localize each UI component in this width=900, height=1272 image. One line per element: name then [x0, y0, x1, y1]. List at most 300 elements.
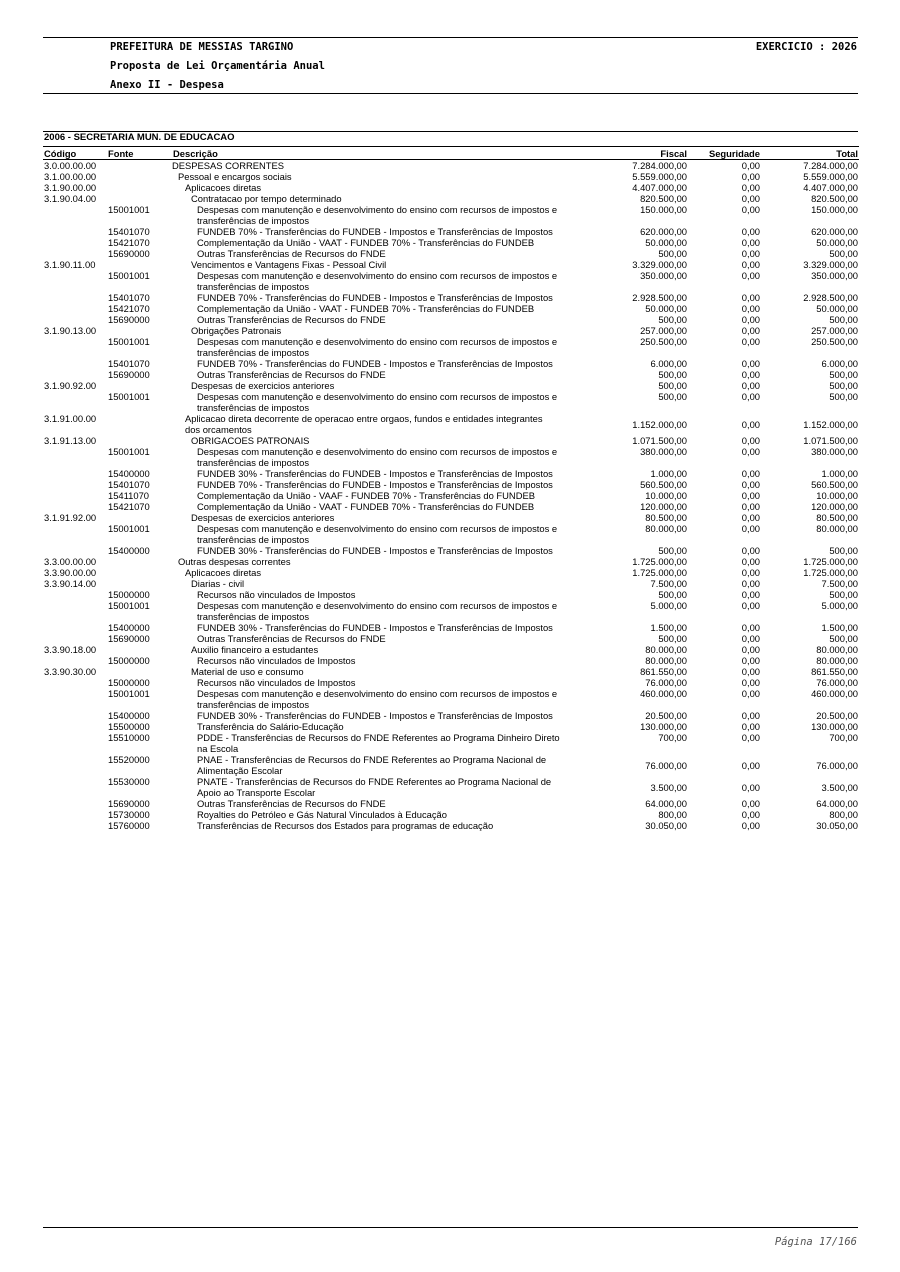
row-source [107, 259, 172, 270]
table-row [43, 567, 859, 578]
row-fiscal-value: 30.050,00 [645, 820, 687, 831]
row-fiscal-value: 500,00 [658, 633, 687, 644]
table-row [43, 358, 859, 369]
row-social-value: 0,00 [741, 556, 760, 567]
row-social-value: 0,00 [741, 248, 760, 259]
row-social-value: 0,00 [741, 369, 760, 380]
row-source: 15530000 [108, 776, 150, 787]
row-source: 15001001 [108, 204, 150, 215]
row-description: Despesas com manutenção e desenvolvimento do ensino com recursos de impostos e transferências de impostos [197, 446, 558, 468]
row-fiscal-value: 1.071.500,00 [632, 435, 687, 446]
row-fiscal-value: 80.000,00 [645, 644, 687, 655]
row-social-value: 0,00 [741, 435, 760, 446]
row-social-value: 0,00 [741, 237, 760, 248]
row-social-value: 0,00 [741, 160, 760, 171]
row-fiscal-value: 250.500,00 [640, 336, 687, 347]
row-total-value: 1.725.000,00 [803, 556, 858, 567]
row-source: 15730000 [108, 809, 150, 820]
row-total-value: 700,00 [829, 732, 858, 743]
table-row [43, 193, 859, 204]
row-social-value: 0,00 [741, 666, 760, 677]
row-source: 15421070 [108, 237, 150, 248]
row-fiscal-value: 500,00 [658, 391, 687, 402]
row-source: 15401070 [108, 292, 150, 303]
row-description: Aplicacao direta decorrente de operacao entre orgaos, fundos e entidades integrantes dos orcamentos [185, 413, 543, 435]
table-row [43, 655, 859, 666]
table-row [43, 754, 859, 776]
row-total-value: 50.000,00 [816, 237, 858, 248]
row-total-value: 5.000,00 [821, 600, 858, 611]
row-total-value: 500,00 [829, 314, 858, 325]
row-description: Outras Transferências de Recursos do FNDE [197, 248, 386, 259]
row-social-value: 0,00 [741, 270, 760, 281]
row-fiscal-value: 500,00 [658, 314, 687, 325]
row-social-value: 0,00 [741, 336, 760, 347]
row-total-value: 861.550,00 [811, 666, 858, 677]
row-source: 15421070 [108, 303, 150, 314]
footer-rule [43, 1227, 858, 1228]
table-row [43, 798, 859, 809]
row-total-value: 7.284.000,00 [803, 160, 858, 171]
row-fiscal-value: 1.152.000,00 [632, 418, 687, 430]
col-source-header: Fonte [107, 147, 172, 160]
row-description: Outras despesas correntes [178, 556, 291, 567]
row-social-value: 0,00 [741, 809, 760, 820]
row-fiscal-value: 800,00 [658, 809, 687, 820]
row-social-value: 0,00 [741, 600, 760, 611]
row-total-value: 500,00 [829, 545, 858, 556]
row-total-value: 500,00 [829, 380, 858, 391]
row-code: 3.1.90.13.00 [44, 325, 97, 336]
row-total-value: 80.500,00 [816, 512, 858, 523]
row-code [43, 688, 107, 710]
col-social-header: Seguridade [688, 147, 761, 160]
row-total-value: 76.000,00 [816, 759, 858, 771]
row-code: 3.3.90.30.00 [44, 666, 97, 677]
row-fiscal-value: 3.500,00 [650, 781, 687, 793]
row-fiscal-value: 7.284.000,00 [632, 160, 687, 171]
row-description: Despesas de exercicios anteriores [191, 512, 335, 523]
row-code [43, 633, 107, 644]
row-social-value: 0,00 [741, 204, 760, 215]
row-social-value: 0,00 [741, 226, 760, 237]
row-total-value: 500,00 [829, 369, 858, 380]
row-source: 15400000 [108, 622, 150, 633]
page-number: Página 17/166 [774, 1236, 857, 1248]
row-fiscal-value: 500,00 [658, 248, 687, 259]
row-source: 15400000 [108, 710, 150, 721]
row-description: Despesas com manutenção e desenvolvimento do ensino com recursos de impostos e transferências de impostos [197, 523, 558, 545]
row-fiscal-value: 460.000,00 [640, 688, 687, 699]
row-code: 3.1.91.00.00 [44, 413, 97, 424]
row-social-value: 0,00 [741, 589, 760, 600]
row-source: 15000000 [108, 589, 150, 600]
row-fiscal-value: 500,00 [658, 545, 687, 556]
row-source: 15760000 [108, 820, 150, 831]
row-source: 15690000 [108, 314, 150, 325]
row-fiscal-value: 150.000,00 [640, 204, 687, 215]
row-description: Contratacao por tempo determinado [191, 193, 342, 204]
table-row [43, 226, 859, 237]
row-code [43, 655, 107, 666]
row-source: 15401070 [108, 358, 150, 369]
row-fiscal-value: 80.500,00 [645, 512, 687, 523]
row-code [43, 204, 107, 226]
row-code [43, 523, 107, 545]
row-total-value: 1.000,00 [821, 468, 858, 479]
row-social-value: 0,00 [741, 781, 760, 793]
row-social-value: 0,00 [741, 358, 760, 369]
row-source: 15000000 [108, 677, 150, 688]
row-code: 3.1.90.11.00 [44, 259, 96, 270]
table-row [43, 160, 859, 172]
row-code [43, 501, 107, 512]
row-code [43, 468, 107, 479]
row-description: Royalties do Petróleo e Gás Natural Vinculados à Educação [197, 809, 447, 820]
row-fiscal-value: 10.000,00 [645, 490, 687, 501]
row-fiscal-value: 5.559.000,00 [632, 171, 687, 182]
row-total-value: 6.000,00 [821, 358, 858, 369]
row-social-value: 0,00 [741, 171, 760, 182]
row-code [43, 292, 107, 303]
row-code: 3.0.00.00.00 [44, 160, 97, 171]
table-row [43, 380, 859, 391]
row-fiscal-value: 3.329.000,00 [632, 259, 687, 270]
table-row [43, 369, 859, 380]
table-row [43, 479, 859, 490]
row-source [107, 413, 172, 435]
row-total-value: 4.407.000,00 [803, 182, 858, 193]
annex-title: Anexo II - Despesa [110, 79, 224, 91]
row-source [107, 556, 172, 567]
table-row [43, 204, 859, 226]
row-description: FUNDEB 30% - Transferências do FUNDEB - Impostos e Transferências de Impostos [197, 710, 553, 721]
row-source [107, 512, 172, 523]
row-source [107, 182, 172, 193]
row-fiscal-value: 500,00 [658, 589, 687, 600]
row-social-value: 0,00 [741, 501, 760, 512]
row-code [43, 776, 107, 798]
row-fiscal-value: 76.000,00 [645, 677, 687, 688]
row-fiscal-value: 76.000,00 [645, 759, 687, 771]
row-source [107, 578, 172, 589]
row-source [107, 193, 172, 204]
row-source: 15421070 [108, 501, 150, 512]
table-row [43, 248, 859, 259]
row-description: FUNDEB 70% - Transferências do FUNDEB - Impostos e Transferências de Impostos [197, 358, 553, 369]
row-total-value: 380.000,00 [811, 446, 858, 457]
table-row [43, 468, 859, 479]
row-total-value: 150.000,00 [811, 204, 858, 215]
row-fiscal-value: 2.928.500,00 [632, 292, 687, 303]
table-row [43, 171, 859, 182]
row-source [107, 666, 172, 677]
table-row [43, 556, 859, 567]
row-code: 3.1.00.00.00 [44, 171, 97, 182]
table-row [43, 732, 859, 754]
row-source: 15520000 [108, 754, 150, 765]
row-description: Despesas com manutenção e desenvolvimento do ensino com recursos de impostos e transferências de impostos [197, 204, 558, 226]
row-code [43, 248, 107, 259]
row-source: 15400000 [108, 545, 150, 556]
row-code [43, 798, 107, 809]
table-row [43, 721, 859, 732]
row-social-value: 0,00 [741, 622, 760, 633]
row-social-value: 0,00 [741, 644, 760, 655]
table-row [43, 303, 859, 314]
row-description: Outras Transferências de Recursos do FNDE [197, 633, 386, 644]
row-code: 3.3.90.18.00 [44, 644, 97, 655]
row-description: PNAE - Transferências de Recursos do FNDE Referentes ao Programa Nacional de Alimentação Escolar [197, 754, 547, 776]
table-row [43, 182, 859, 193]
row-total-value: 10.000,00 [816, 490, 858, 501]
row-social-value: 0,00 [741, 820, 760, 831]
row-description: Aplicacoes diretas [185, 182, 262, 193]
row-total-value: 500,00 [829, 589, 858, 600]
row-source: 15510000 [108, 732, 150, 743]
row-fiscal-value: 1.500,00 [650, 622, 687, 633]
table-row [43, 809, 859, 820]
row-social-value: 0,00 [741, 193, 760, 204]
row-total-value: 257.000,00 [811, 325, 858, 336]
row-total-value: 560.500,00 [811, 479, 858, 490]
row-fiscal-value: 1.725.000,00 [632, 556, 687, 567]
row-social-value: 0,00 [741, 655, 760, 666]
row-social-value: 0,00 [741, 512, 760, 523]
row-source: 15500000 [108, 721, 150, 732]
row-description: Transferência do Salário-Educação [197, 721, 344, 732]
header-top-rule [43, 37, 858, 38]
municipality-title: PREFEITURA DE MESSIAS TARGINO [110, 41, 294, 53]
table-row [43, 589, 859, 600]
col-description-header: Descrição [172, 147, 590, 160]
row-social-value: 0,00 [741, 418, 760, 430]
table-row [43, 600, 859, 622]
row-code: 3.1.91.92.00 [44, 512, 97, 523]
row-fiscal-value: 80.000,00 [645, 523, 687, 534]
row-description: Recursos não vinculados de Impostos [197, 655, 356, 666]
row-code [43, 336, 107, 358]
table-header-row [43, 147, 859, 160]
row-description: FUNDEB 30% - Transferências do FUNDEB - Impostos e Transferências de Impostos [197, 622, 553, 633]
row-description: Complementação da União - VAAT - FUNDEB 70% - Transferências do FUNDEB [197, 303, 535, 314]
col-total-header: Total [761, 147, 859, 160]
row-code [43, 600, 107, 622]
row-description: FUNDEB 70% - Transferências do FUNDEB - Impostos e Transferências de Impostos [197, 292, 553, 303]
row-social-value: 0,00 [741, 303, 760, 314]
row-source [107, 171, 172, 182]
row-social-value: 0,00 [741, 721, 760, 732]
table-row [43, 710, 859, 721]
row-fiscal-value: 5.000,00 [650, 600, 687, 611]
table-row [43, 292, 859, 303]
row-description: Outras Transferências de Recursos do FNDE [197, 369, 386, 380]
row-code [43, 358, 107, 369]
row-description: OBRIGACOES PATRONAIS [191, 435, 310, 446]
row-source: 15690000 [108, 798, 150, 809]
row-source: 15000000 [108, 655, 150, 666]
table-row [43, 391, 859, 413]
expense-table [43, 146, 859, 831]
row-fiscal-value: 861.550,00 [640, 666, 687, 677]
row-code: 3.1.90.04.00 [44, 193, 97, 204]
row-fiscal-value: 700,00 [658, 732, 687, 743]
row-social-value: 0,00 [741, 567, 760, 578]
row-description: Outras Transferências de Recursos do FNDE [197, 314, 386, 325]
row-total-value: 120.000,00 [811, 501, 858, 512]
row-social-value: 0,00 [741, 759, 760, 771]
row-source: 15401070 [108, 226, 150, 237]
row-code: 3.1.90.00.00 [44, 182, 97, 193]
row-fiscal-value: 257.000,00 [640, 325, 687, 336]
row-code [43, 303, 107, 314]
row-description: Obrigações Patronais [191, 325, 282, 336]
row-source: 15001001 [108, 391, 150, 402]
row-social-value: 0,00 [741, 182, 760, 193]
row-total-value: 250.500,00 [811, 336, 858, 347]
section-title: 2006 - SECRETARIA MUN. DE EDUCACAO [44, 132, 235, 143]
row-fiscal-value: 130.000,00 [640, 721, 687, 732]
row-total-value: 3.500,00 [821, 781, 858, 793]
table-row [43, 336, 859, 358]
table-row [43, 622, 859, 633]
row-total-value: 620.000,00 [811, 226, 858, 237]
row-total-value: 80.000,00 [816, 523, 858, 534]
row-fiscal-value: 350.000,00 [640, 270, 687, 281]
row-code [43, 545, 107, 556]
row-description: FUNDEB 70% - Transferências do FUNDEB - Impostos e Transferências de Impostos [197, 226, 553, 237]
row-description: Outras Transferências de Recursos do FNDE [197, 798, 386, 809]
row-description: FUNDEB 30% - Transferências do FUNDEB - Impostos e Transferências de Impostos [197, 545, 553, 556]
row-social-value: 0,00 [741, 259, 760, 270]
table-row [43, 446, 859, 468]
row-fiscal-value: 1.725.000,00 [632, 567, 687, 578]
row-code: 3.3.00.00.00 [44, 556, 97, 567]
table-row [43, 259, 859, 270]
row-social-value: 0,00 [741, 578, 760, 589]
row-fiscal-value: 20.500,00 [645, 710, 687, 721]
table-row [43, 314, 859, 325]
row-fiscal-value: 7.500,00 [650, 578, 687, 589]
table-row [43, 820, 859, 831]
row-description: Despesas com manutenção e desenvolvimento do ensino com recursos de impostos e transferências de impostos [197, 391, 558, 413]
table-row [43, 435, 859, 446]
row-description: Despesas com manutenção e desenvolvimento do ensino com recursos de impostos e transferências de impostos [197, 688, 558, 710]
row-source [107, 435, 172, 446]
row-code: 3.3.90.14.00 [44, 578, 97, 589]
row-source: 15001001 [108, 336, 150, 347]
table-row [43, 677, 859, 688]
row-social-value: 0,00 [741, 710, 760, 721]
row-total-value: 64.000,00 [816, 798, 858, 809]
row-total-value: 500,00 [829, 248, 858, 259]
header-bottom-rule [43, 93, 858, 94]
row-social-value: 0,00 [741, 633, 760, 644]
row-total-value: 20.500,00 [816, 710, 858, 721]
row-fiscal-value: 64.000,00 [645, 798, 687, 809]
row-description: FUNDEB 30% - Transferências do FUNDEB - Impostos e Transferências de Impostos [197, 468, 553, 479]
row-description: Recursos não vinculados de Impostos [197, 677, 356, 688]
row-description: Diarias - civil [191, 578, 245, 589]
row-social-value: 0,00 [741, 688, 760, 699]
row-code [43, 237, 107, 248]
row-fiscal-value: 500,00 [658, 380, 687, 391]
table-row [43, 490, 859, 501]
row-source [107, 644, 172, 655]
row-code [43, 391, 107, 413]
row-source: 15690000 [108, 369, 150, 380]
row-social-value: 0,00 [741, 545, 760, 556]
row-code: 3.1.90.92.00 [44, 380, 97, 391]
row-total-value: 1.500,00 [821, 622, 858, 633]
row-source: 15401070 [108, 479, 150, 490]
row-description: Recursos não vinculados de Impostos [197, 589, 356, 600]
row-code [43, 446, 107, 468]
col-code-header: Código [43, 147, 107, 160]
row-fiscal-value: 80.000,00 [645, 655, 687, 666]
row-total-value: 76.000,00 [816, 677, 858, 688]
row-total-value: 800,00 [829, 809, 858, 820]
row-description: Pessoal e encargos sociais [178, 171, 292, 182]
row-description: Vencimentos e Vantagens Fixas - Pessoal Civil [191, 259, 387, 270]
row-description: DESPESAS CORRENTES [172, 160, 285, 171]
table-row [43, 512, 859, 523]
table-body [43, 160, 859, 832]
row-source: 15001001 [108, 446, 150, 457]
table-row [43, 325, 859, 336]
row-fiscal-value: 50.000,00 [645, 237, 687, 248]
row-description: Despesas com manutenção e desenvolvimento do ensino com recursos de impostos e transferências de impostos [197, 600, 558, 622]
row-total-value: 130.000,00 [811, 721, 858, 732]
row-total-value: 5.559.000,00 [803, 171, 858, 182]
row-description: Complementação da União - VAAT - FUNDEB 70% - Transferências do FUNDEB [197, 501, 535, 512]
table-row [43, 270, 859, 292]
row-fiscal-value: 4.407.000,00 [632, 182, 687, 193]
row-description: Complementação da União - VAAT - FUNDEB 70% - Transferências do FUNDEB [197, 237, 535, 248]
row-social-value: 0,00 [741, 479, 760, 490]
row-description: Transferências de Recursos dos Estados para programas de educação [197, 820, 494, 831]
row-description: PNATE - Transferências de Recursos do FNDE Referentes ao Programa Nacional de Apoio ao Transporte Escolar [197, 776, 552, 798]
row-source: 15001001 [108, 523, 150, 534]
table-row [43, 578, 859, 589]
row-total-value: 80.000,00 [816, 644, 858, 655]
row-total-value: 820.500,00 [811, 193, 858, 204]
row-code [43, 732, 107, 754]
row-description: Material de uso e consumo [191, 666, 304, 677]
table-row [43, 633, 859, 644]
row-source: 15690000 [108, 248, 150, 259]
row-source: 15001001 [108, 600, 150, 611]
row-social-value: 0,00 [741, 468, 760, 479]
row-source [107, 567, 172, 578]
row-code [43, 622, 107, 633]
row-code [43, 710, 107, 721]
row-description: Despesas com manutenção e desenvolvimento do ensino com recursos de impostos e transferências de impostos [197, 336, 558, 358]
row-code [43, 809, 107, 820]
row-social-value: 0,00 [741, 380, 760, 391]
row-social-value: 0,00 [741, 391, 760, 402]
row-description: Auxilio financeiro a estudantes [191, 644, 319, 655]
row-code [43, 270, 107, 292]
row-source [107, 380, 172, 391]
row-source [107, 325, 172, 336]
row-total-value: 7.500,00 [821, 578, 858, 589]
row-code: 3.1.91.13.00 [44, 435, 97, 446]
row-code [43, 721, 107, 732]
row-total-value: 500,00 [829, 633, 858, 644]
row-description: PDDE - Transferências de Recursos do FNDE Referentes ao Programa Dinheiro Direto na Escola [197, 732, 560, 754]
row-code [43, 369, 107, 380]
